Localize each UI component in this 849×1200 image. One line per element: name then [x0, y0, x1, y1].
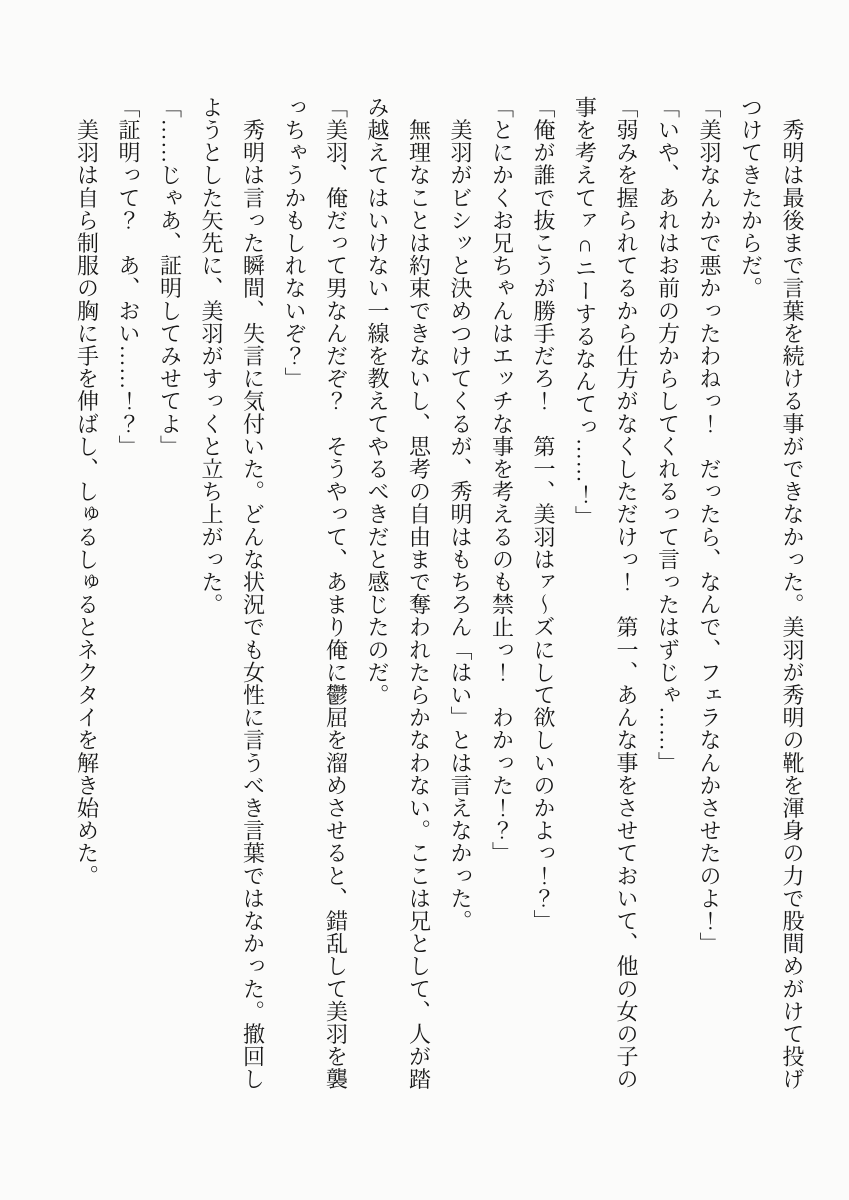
vertical-text-block	[66, 96, 813, 1096]
text-line-part: 事を考えてァ	[572, 96, 598, 232]
text-line: 秀明は言った瞬間、失言に気付いた。どんな状況でも女性に言うべき言葉ではなかった。撤回し	[240, 96, 266, 1091]
censor-symbol: ∩	[572, 231, 598, 258]
text-line: 「……じゃあ、証明してみせてよ」	[157, 96, 183, 458]
text-line: 「証明って？ あ、おい……！？」	[116, 96, 141, 458]
text-line: み越えてはいけない一線を教えてやるべきだと感じたのだ。	[365, 96, 390, 707]
text-line: 「美羽なんかで悪かったわねっ！ だったら、なんで、フェラなんかさせたのよ！」	[697, 96, 722, 955]
text-line: 美羽がビシッと決めつけてくるが、秀明はもちろん「はい」とは言えなかった。	[448, 96, 473, 933]
text-line: 「とにかくお兄ちゃんはエッチな事を考えるのも禁止っ！ わかった！？」	[489, 96, 515, 865]
text-line: 秀明は最後まで言葉を続ける事ができなかった。美羽が秀明の靴を渾身の力で股間めがけて投げ	[780, 96, 805, 1091]
text-line: 「弱みを握られてるから仕方がなくしただけっ！ 第一、あんな事をさせておいて、他の女の子の	[614, 96, 639, 1091]
text-line: ようとした矢先に、美羽がすっくと立ち上がった。	[199, 96, 224, 616]
text-line: 無理なことは約束できないし、思考の自由まで奪われたらかなわない。ここは兄として、人が踏	[406, 96, 432, 1091]
text-line: 美羽は自ら制服の胸に手を伸ばし、しゅるしゅるとネクタイを解き始めた。	[74, 96, 100, 887]
text-line	[564, 96, 606, 1096]
text-line: 「いや、あれはお前の方からしてくれるって言ったはずじゃ……」	[655, 96, 681, 774]
text-line: っちゃうかもしれないぞ？」	[282, 96, 307, 390]
text-line: 「俺が誰で抜こうが勝手だろ！ 第一、美羽はァ～ズにして欲しいのかよっ！？」	[531, 96, 556, 933]
text-line: 「美羽、俺だって男なんだぞ？ そうやって、あまり俺に鬱屈を溜めさせると、錯乱して美羽を襲	[323, 96, 349, 1091]
text-line-part: ニーするなんてっ……！」	[572, 257, 598, 529]
text-line: つけてきたからだ。	[738, 96, 764, 300]
